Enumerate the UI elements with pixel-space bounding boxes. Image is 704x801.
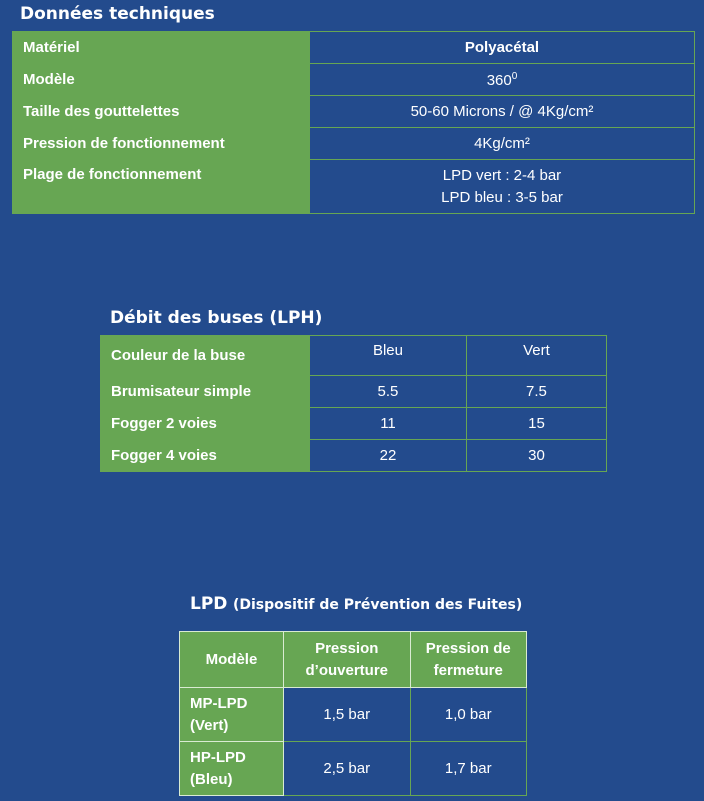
cell-closing: 1,7 bar (410, 742, 526, 796)
table-header-row (101, 336, 607, 376)
lpd-title-sub: (Dispositif de Prévention des Fuites) (232, 597, 523, 613)
material-value: Polyacétal (464, 39, 540, 56)
cell-opening: 1,5 bar (283, 688, 410, 742)
row-label: Fogger 2 voies (101, 408, 310, 440)
model-value: 360 (486, 71, 512, 89)
model-name: HP-LPD (190, 748, 246, 766)
row-value-droplet-size: 50-60 Microns / @ 4Kg/cm² (310, 96, 695, 128)
header-model: Modèle (180, 632, 284, 688)
row-label: Brumisateur simple (101, 376, 310, 408)
header-green: Vert (466, 336, 606, 376)
section-title-technical-data: Données techniques (20, 4, 215, 24)
table-row (13, 160, 695, 214)
table-row (13, 128, 695, 160)
header-nozzle-color: Couleur de la buse (101, 336, 310, 376)
cell-green: 15 (466, 408, 606, 440)
table-row (13, 64, 695, 96)
section-title-nozzle-flow: Débit des buses (LPH) (110, 308, 323, 328)
technical-data-table (12, 31, 695, 214)
model-color: (Vert) (190, 716, 229, 734)
cell-green: 7.5 (466, 376, 606, 408)
row-label-model: Modèle (13, 64, 310, 96)
row-value-model (310, 64, 695, 96)
table-row (13, 96, 695, 128)
table-row (101, 376, 607, 408)
lpd-title-main: LPD (190, 594, 228, 614)
table-row (180, 742, 527, 796)
cell-blue: 11 (310, 408, 467, 440)
table-header-row (180, 632, 527, 688)
row-model (180, 688, 284, 742)
row-value-operating-pressure: 4Kg/cm² (310, 128, 695, 160)
header-closing-pressure (410, 632, 526, 688)
cell-blue: 5.5 (310, 376, 467, 408)
operating-range-blue: LPD bleu : 3-5 bar (441, 188, 563, 206)
header-opening-pressure-text: Pression d’ouverture (305, 639, 388, 679)
cell-opening: 2,5 bar (283, 742, 410, 796)
header-opening-pressure (283, 632, 410, 688)
row-label: Fogger 4 voies (101, 440, 310, 472)
model-value-superscript: 0 (511, 70, 518, 82)
row-value-material (310, 32, 695, 64)
header-closing-pressure-text: Pression de fermeture (425, 639, 511, 679)
row-model (180, 742, 284, 796)
row-label-operating-pressure: Pression de fonctionnement (13, 128, 310, 160)
table-row (101, 440, 607, 472)
table-row (13, 32, 695, 64)
cell-closing: 1,0 bar (410, 688, 526, 742)
lpd-table (179, 631, 527, 796)
table-row (180, 688, 527, 742)
model-color: (Bleu) (190, 770, 233, 788)
model-name: MP-LPD (190, 694, 248, 712)
table-row (101, 408, 607, 440)
operating-range-green: LPD vert : 2-4 bar (442, 166, 562, 184)
row-value-operating-range (310, 160, 695, 214)
nozzle-flow-table (100, 335, 607, 472)
cell-blue: 22 (310, 440, 467, 472)
header-blue: Bleu (310, 336, 467, 376)
row-label-operating-range: Plage de fonctionnement (13, 160, 310, 214)
row-label-material: Matériel (13, 32, 310, 64)
section-title-lpd (190, 594, 522, 614)
cell-green: 30 (466, 440, 606, 472)
row-label-droplet-size: Taille des gouttelettes (13, 96, 310, 128)
